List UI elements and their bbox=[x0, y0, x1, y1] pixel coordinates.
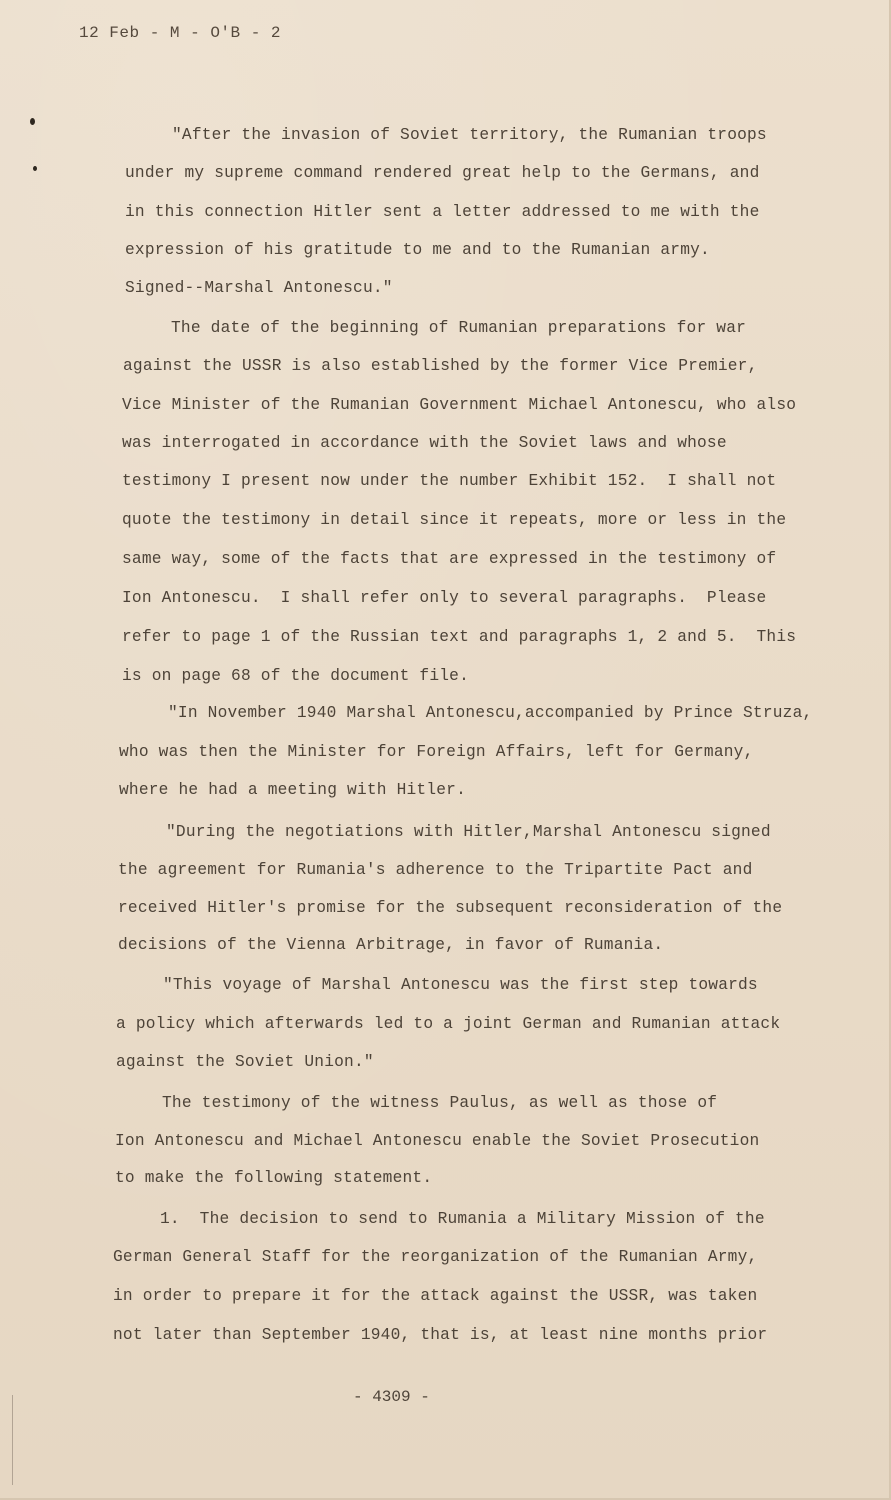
text-line: decisions of the Vienna Arbitrage, in favor of Rumania. bbox=[118, 936, 664, 954]
text-line: a policy which afterwards led to a joint German and Rumanian attack bbox=[116, 1015, 781, 1033]
text-line: the agreement for Rumania's adherence to the Tripartite Pact and bbox=[118, 861, 753, 879]
page-number: - 4309 - bbox=[353, 1388, 430, 1406]
text-line: expression of his gratitude to me and to the Rumanian army. bbox=[125, 241, 710, 259]
text-line: was interrogated in accordance with the Soviet laws and whose bbox=[122, 434, 727, 452]
text-line: quote the testimony in detail since it repeats, more or less in the bbox=[122, 511, 787, 529]
text-line: to make the following statement. bbox=[115, 1169, 433, 1187]
text-line: Ion Antonescu. I shall refer only to several paragraphs. Please bbox=[122, 589, 767, 607]
text-line: under my supreme command rendered great help to the Germans, and bbox=[125, 164, 760, 182]
text-line: same way, some of the facts that are expressed in the testimony of bbox=[122, 550, 777, 568]
text-line: where he had a meeting with Hitler. bbox=[119, 781, 466, 799]
text-line: against the USSR is also established by the former Vice Premier, bbox=[123, 357, 758, 375]
text-line: refer to page 1 of the Russian text and paragraphs 1, 2 and 5. This bbox=[122, 628, 797, 646]
text-line: "This voyage of Marshal Antonescu was the first step towards bbox=[163, 976, 758, 994]
text-line: The date of the beginning of Rumanian preparations for war bbox=[171, 319, 747, 337]
text-line: 1. The decision to send to Rumania a Military Mission of the bbox=[160, 1210, 765, 1228]
text-line: against the Soviet Union." bbox=[116, 1053, 374, 1071]
text-line: who was then the Minister for Foreign Affairs, left for Germany, bbox=[119, 743, 754, 761]
text-line: The testimony of the witness Paulus, as well as those of bbox=[162, 1094, 718, 1112]
margin-mark bbox=[12, 1395, 13, 1485]
text-line: is on page 68 of the document file. bbox=[122, 667, 469, 685]
text-line: in this connection Hitler sent a letter addressed to me with the bbox=[125, 203, 760, 221]
text-line: Ion Antonescu and Michael Antonescu enable the Soviet Prosecution bbox=[115, 1132, 760, 1150]
text-line: "During the negotiations with Hitler,Marshal Antonescu signed bbox=[166, 823, 771, 841]
text-line: "After the invasion of Soviet territory, the Rumanian troops bbox=[172, 126, 767, 144]
text-line: Signed--Marshal Antonescu." bbox=[125, 279, 393, 297]
punch-hole-mark bbox=[33, 166, 37, 171]
text-line: Vice Minister of the Rumanian Government Michael Antonescu, who also bbox=[122, 396, 797, 414]
page-header: 12 Feb - M - O'B - 2 bbox=[79, 24, 282, 42]
text-line: not later than September 1940, that is, at least nine months prior bbox=[113, 1326, 768, 1344]
text-line: "In November 1940 Marshal Antonescu,accompanied by Prince Struza, bbox=[168, 704, 813, 722]
punch-hole-mark bbox=[30, 118, 35, 125]
text-line: German General Staff for the reorganization of the Rumanian Army, bbox=[113, 1248, 758, 1266]
text-line: in order to prepare it for the attack against the USSR, was taken bbox=[113, 1287, 758, 1305]
text-line: testimony I present now under the number Exhibit 152. I shall not bbox=[122, 472, 777, 490]
text-line: received Hitler's promise for the subsequent reconsideration of the bbox=[118, 899, 783, 917]
